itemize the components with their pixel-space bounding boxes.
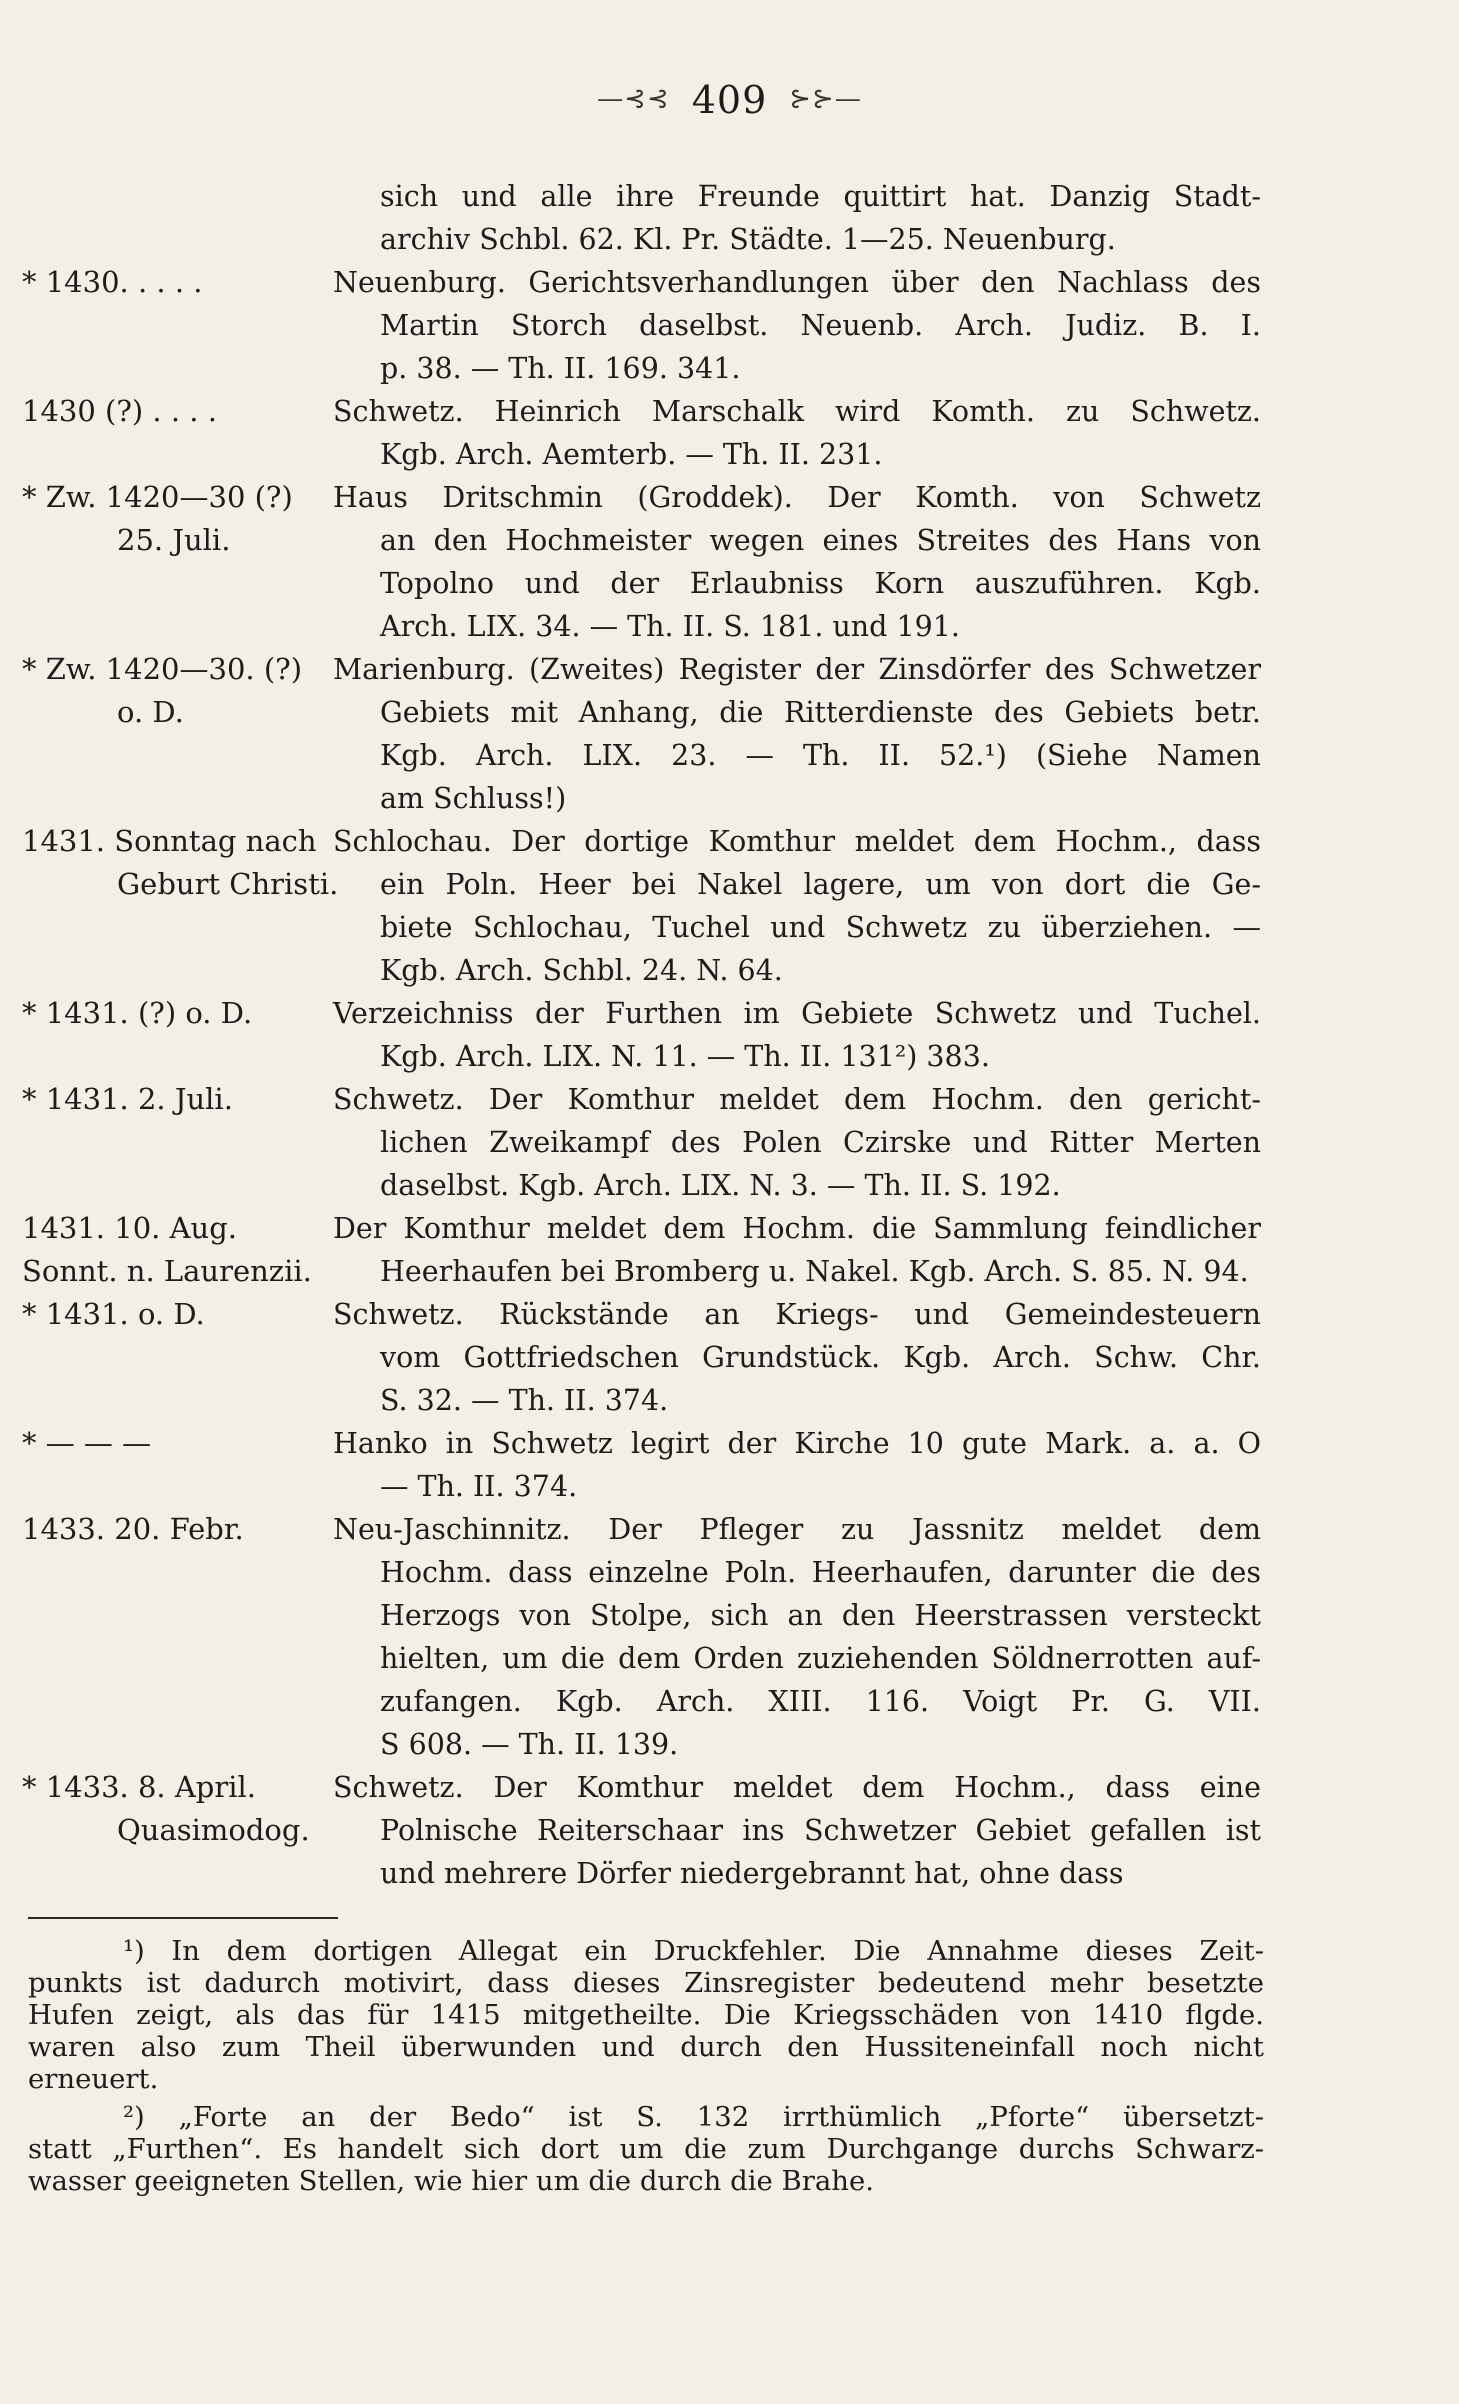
header-ornament-right: ⊱⊱—	[789, 84, 862, 114]
entry-text-line: vom Gottfriedschen Grundstück. Kgb. Arch. Schw. Chr.	[380, 1341, 1261, 1374]
entry-text-first-line: Hanko in Schwetz legirt der Kirche 10 gute Mark. a. a. O	[333, 1427, 1261, 1460]
entry-date: Quasimodog.	[117, 1813, 310, 1847]
entry-text-first-line: Marienburg. (Zweites) Register der Zinsdörfer des Schwetzer	[333, 653, 1261, 686]
entry-text-first-line: Schwetz. Der Komthur meldet dem Hochm., dass eine	[333, 1771, 1261, 1804]
entry-text-line: Kgb. Arch. Schbl. 24. N. 64.	[380, 954, 783, 987]
entry-date: Sonnt. n. Laurenzii.	[22, 1254, 312, 1288]
entry-text-line: Martin Storch daselbst. Neuenb. Arch. Judiz. B. I.	[380, 309, 1261, 342]
entry-text-line: Hochm. dass einzelne Poln. Heerhaufen, darunter die des	[380, 1556, 1261, 1589]
entry-text-line: biete Schlochau, Tuchel und Schwetz zu überziehen. —	[380, 911, 1261, 944]
entry-text-line: archiv Schbl. 62. Kl. Pr. Städte. 1—25. Neuenburg.	[380, 223, 1116, 256]
entry-date: * 1431. o. D.	[22, 1297, 205, 1331]
entry-text-line: Kgb. Arch. LIX. 23. — Th. II. 52.¹) (Siehe Namen	[380, 739, 1261, 772]
entry-date: Geburt Christi.	[117, 867, 339, 901]
entry-text-line: lichen Zweikampf des Polen Czirske und Ritter Merten	[380, 1126, 1261, 1159]
entry-date: * Zw. 1420—30. (?)	[22, 652, 303, 686]
entry-text-line: — Th. II. 374.	[380, 1470, 578, 1503]
entry-text-line: Topolno und der Erlaubniss Korn auszuführen. Kgb.	[380, 567, 1261, 600]
header-ornament-left: —⊰⊰	[597, 84, 670, 114]
footnote-line: statt „Furthen“. Es handelt sich dort um die zum Durchgange durchs Schwarz-	[28, 2133, 1264, 2165]
entry-text-first-line: Verzeichniss der Furthen im Gebiete Schwetz und Tuchel.	[333, 997, 1261, 1030]
entry-text-line: hielten, um die dem Orden zuziehenden Söldnerrotten auf-	[380, 1642, 1261, 1675]
footnote-line: ²) „Forte an der Bedo“ ist S. 132 irrthümlich „Pforte“ übersetzt-	[123, 2101, 1264, 2133]
entry-text-first-line: Schlochau. Der dortige Komthur meldet dem Hochm., dass	[333, 825, 1261, 858]
footnote-rule	[28, 1917, 338, 1919]
footnote-line: ¹) In dem dortigen Allegat ein Druckfehler. Die Annahme dieses Zeit-	[123, 1935, 1264, 1967]
entry-date: * 1431. (?) o. D.	[22, 996, 253, 1030]
entry-text-first-line: Schwetz. Rückstände an Kriegs- und Gemeindesteuern	[333, 1298, 1261, 1331]
entry-date: * — — —	[22, 1426, 152, 1460]
entry-text-first-line: Neu-Jaschinnitz. Der Pfleger zu Jassnitz meldet dem	[333, 1513, 1261, 1546]
entry-text-line: ein Poln. Heer bei Nakel lagere, um von dort die Ge-	[380, 868, 1261, 901]
entry-text-first-line: Haus Dritschmin (Groddek). Der Komth. von Schwetz	[333, 481, 1261, 514]
entry-text-line: Kgb. Arch. Aemterb. — Th. II. 231.	[380, 438, 883, 471]
entry-text-line: Kgb. Arch. LIX. N. 11. — Th. II. 131²) 383.	[380, 1040, 990, 1073]
entry-date: 25. Juli.	[117, 523, 231, 557]
entry-text-line: an den Hochmeister wegen eines Streites des Hans von	[380, 524, 1261, 557]
entry-date: o. D.	[117, 695, 184, 729]
entry-text-first-line: Schwetz. Heinrich Marschalk wird Komth. zu Schwetz.	[333, 395, 1261, 428]
entry-text-line: p. 38. — Th. II. 169. 341.	[380, 352, 741, 385]
entry-text-line: Arch. LIX. 34. — Th. II. S. 181. und 191.	[380, 610, 960, 643]
entry-date: * 1430. . . . .	[22, 265, 203, 299]
entry-date: * 1431. 2. Juli.	[22, 1082, 233, 1116]
entry-text-line: Heerhaufen bei Bromberg u. Nakel. Kgb. Arch. S. 85. N. 94.	[380, 1255, 1249, 1288]
entry-text-line: daselbst. Kgb. Arch. LIX. N. 3. — Th. II. S. 192.	[380, 1169, 1061, 1202]
entry-date: 1431. Sonntag nach	[22, 824, 317, 858]
entry-date: 1433. 20. Febr.	[22, 1512, 244, 1546]
footnote-line: Hufen zeigt, als das für 1415 mitgetheilte. Die Kriegsschäden von 1410 flgde.	[28, 1999, 1264, 2031]
entry-date: 1431. 10. Aug.	[22, 1211, 237, 1245]
footnote-line: waren also zum Theil überwunden und durch den Hussiteneinfall noch nicht	[28, 2031, 1264, 2063]
footnote-line: wasser geeigneten Stellen, wie hier um die durch die Brahe.	[28, 2165, 875, 2197]
footnote-line: erneuert.	[28, 2063, 159, 2095]
page-number: 409	[691, 78, 768, 122]
entry-text-first-line: Der Komthur meldet dem Hochm. die Sammlung feindlicher	[333, 1212, 1261, 1245]
entry-text-line: zufangen. Kgb. Arch. XIII. 116. Voigt Pr. G. VII.	[380, 1685, 1261, 1718]
entry-text-line: Gebiets mit Anhang, die Ritterdienste des Gebiets betr.	[380, 696, 1261, 729]
entry-date: 1430 (?) . . . .	[22, 394, 217, 428]
entry-text-line: Polnische Reiterschaar ins Schwetzer Gebiet gefallen ist	[380, 1814, 1261, 1847]
entry-text-line: S 608. — Th. II. 139.	[380, 1728, 679, 1761]
entry-text-line: S. 32. — Th. II. 374.	[380, 1384, 669, 1417]
page-header	[0, 78, 1459, 122]
entry-text-line: am Schluss!)	[380, 782, 567, 815]
entry-text-first-line: Neuenburg. Gerichtsverhandlungen über den Nachlass des	[333, 266, 1261, 299]
entry-text-first-line: Schwetz. Der Komthur meldet dem Hochm. den gericht-	[333, 1083, 1261, 1116]
entry-date: * 1433. 8. April.	[22, 1770, 256, 1804]
entry-text-line: Herzogs von Stolpe, sich an den Heerstrassen versteckt	[380, 1599, 1261, 1632]
entry-text-first-line: sich und alle ihre Freunde quittirt hat. Danzig Stadt-	[380, 180, 1261, 213]
footnote-line: punkts ist dadurch motivirt, dass dieses Zinsregister bedeutend mehr besetzte	[28, 1967, 1264, 1999]
entry-text-line: und mehrere Dörfer niedergebrannt hat, ohne dass	[380, 1857, 1124, 1890]
entry-date: * Zw. 1420—30 (?)	[22, 480, 293, 514]
